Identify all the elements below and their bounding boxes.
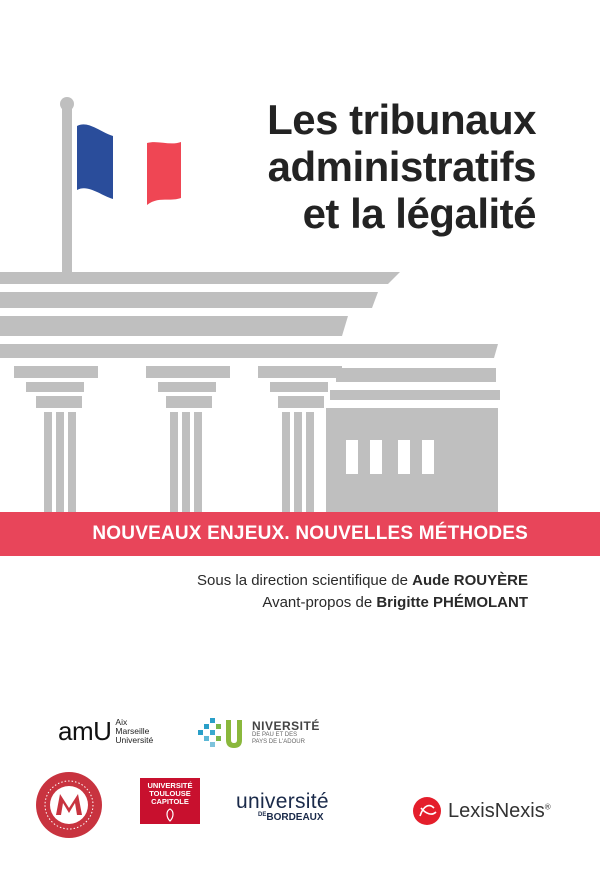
- bordeaux-city: [258, 812, 329, 823]
- uppa-sub-2: PAYS DE L'ADOUR: [252, 739, 305, 745]
- amu-line-2: Marseille: [115, 726, 150, 736]
- amu-line-1: Aix: [115, 717, 128, 727]
- lexis-registered-mark: ®: [544, 801, 551, 811]
- wing-cornice: [336, 368, 496, 382]
- montpellier-seal-logo: [34, 770, 104, 840]
- direction-prefix: Sous la direction scientifique de: [197, 572, 413, 589]
- wing-upper: [330, 390, 500, 400]
- title-line-2: administratifs: [267, 143, 536, 190]
- subtitle-banner: [0, 512, 600, 556]
- amu-logo: [58, 716, 153, 747]
- foreword-prefix: Avant-propos de: [262, 594, 377, 611]
- lexisnexis-knot-icon: [412, 796, 442, 826]
- building-cornice: [0, 292, 378, 308]
- lexisnexis-name: [448, 800, 551, 823]
- foreword-line: [197, 592, 528, 614]
- wing-window-4: [422, 440, 434, 474]
- flag-pole-top: [60, 97, 74, 111]
- ut1-line-2: TOULOUSE: [149, 789, 191, 798]
- building-frieze: [0, 316, 348, 336]
- ut1-emblem-icon: [162, 808, 178, 822]
- column-2: [146, 366, 230, 512]
- title-line-1: Les tribunaux: [267, 96, 536, 143]
- flag-pole: [62, 104, 72, 274]
- lexisnexis-logo: [412, 796, 551, 826]
- column-1: [14, 366, 98, 512]
- amu-wordmark: [115, 718, 153, 745]
- building-architrave: [0, 344, 498, 358]
- uppa-sub-1: DE PAU ET DES: [252, 732, 298, 738]
- bordeaux-prefix: DE: [258, 812, 267, 818]
- lexis-name: LexisNexis: [448, 799, 545, 822]
- book-title: [267, 96, 536, 237]
- flag-white: [113, 136, 147, 206]
- bordeaux-name: BORDEAUX: [266, 812, 324, 823]
- amu-mark: amU: [58, 716, 112, 746]
- ut1-line-3: CAPITOLE: [151, 797, 189, 806]
- director-name: Aude ROUYÈRE: [412, 572, 528, 589]
- direction-line: [197, 570, 528, 592]
- bordeaux-university: université: [236, 790, 329, 813]
- wing-window-2: [370, 440, 382, 474]
- uppa-wordmark: [252, 720, 320, 746]
- ut1-line-1: UNIVERSITÉ: [147, 781, 193, 790]
- wing-window-3: [398, 440, 410, 474]
- foreword-author-name: Brigitte PHÉMOLANT: [376, 594, 528, 611]
- wing-window-1: [346, 440, 358, 474]
- toulouse-capitole-logo: [140, 778, 200, 824]
- amu-line-3: Université: [115, 735, 154, 745]
- building-roof: [0, 272, 400, 284]
- flag-blue: [77, 124, 113, 199]
- bordeaux-logo: [236, 792, 329, 823]
- credits: [197, 570, 528, 614]
- uppa-logo: [198, 716, 320, 750]
- title-line-3: et la légalité: [302, 190, 536, 237]
- uppa-pixel-icon: [198, 716, 246, 750]
- uppa-name: NIVERSITÉ: [252, 719, 320, 733]
- subtitle-text: NOUVEAUX ENJEUX. NOUVELLES MÉTHODES: [92, 523, 528, 544]
- flag-red: [147, 142, 181, 205]
